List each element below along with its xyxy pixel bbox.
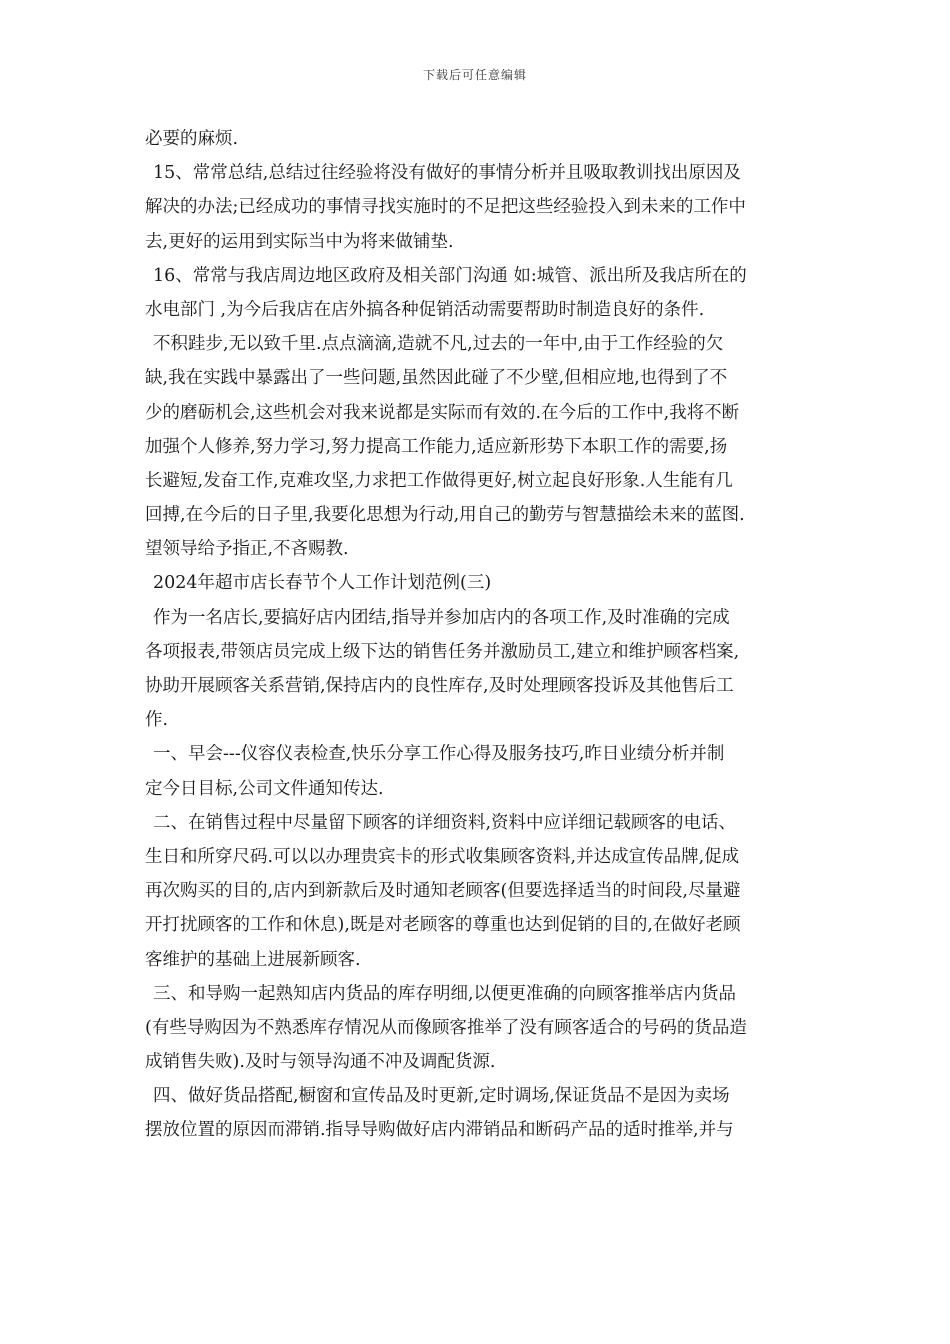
text-line: 15、常常总结,总结过往经验将没有做好的事情分析并且吸取教训找出原因及 bbox=[153, 163, 741, 184]
text-line: 必要的麻烦. bbox=[145, 129, 239, 149]
text-line: 生日和所穿尺码.可以以办理贵宾卡的形式收集顾客资料,并达成宣传品牌,促成 bbox=[145, 846, 740, 867]
text-line: (有些导购因为不熟悉库存情况从而像顾客推举了没有顾客适合的号码的货品造 bbox=[145, 1017, 747, 1038]
text-line: 望领导给予指正,不吝赐教. bbox=[145, 539, 349, 560]
text-line: 四、做好货品搭配,橱窗和宣传品及时更新,定时调场,保证货品不是因为卖场 bbox=[153, 1086, 730, 1107]
text-line: 客维护的基础上进展新顾客. bbox=[145, 949, 361, 970]
section-title: 2024年超市店长春节个人工作计划范例(三) bbox=[153, 573, 492, 594]
text-line: 协助开展顾客关系营销,保持店内的良性库存,及时处理顾客投诉及其他售后工 bbox=[145, 676, 734, 696]
text-line: 再次购买的目的,店内到新款后及时通知老顾客(但要选择适当的时间段,尽量避 bbox=[145, 881, 741, 902]
text-line: 定今日目标,公司文件通知传达. bbox=[145, 778, 384, 799]
text-line: 16、常常与我店周边地区政府及相关部门沟通 如:城管、派出所及我店所在的 bbox=[153, 265, 747, 286]
text-line: 成销售失败).及时与领导沟通不冲及调配货源. bbox=[145, 1052, 496, 1073]
page-header: 下载后可任意编辑 bbox=[422, 68, 527, 82]
text-line: 少的磨砺机会,这些机会对我来说都是实际而有效的.在今后的工作中,我将不断 bbox=[145, 402, 740, 423]
text-line: 摆放位置的原因而滞销.指导导购做好店内滞销品和断码产品的适时推举,并与 bbox=[145, 1120, 734, 1141]
text-line: 水电部门 ,为今后我店在店外搞各种促销活动需要帮助时制造良好的条件. bbox=[145, 299, 705, 320]
text-line: 二、在销售过程中尽量留下顾客的详细资料,资料中应详细记载顾客的电话、 bbox=[153, 812, 737, 833]
text-line: 各项报表,带领店员完成上级下达的销售任务并激励员工,建立和维护顾客档案, bbox=[145, 641, 740, 662]
text-line: 一、早会---仪容仪表检查,快乐分享工作心得及服务技巧,昨日业绩分析并制 bbox=[153, 744, 725, 765]
text-line: 加强个人修养,努力学习,努力提高工作能力,适应新形势下本职工作的需要,扬 bbox=[145, 436, 728, 457]
text-line: 长避短,发奋工作,克难攻坚,力求把工作做得更好,树立起良好形象.人生能有几 bbox=[145, 470, 733, 491]
text-line: 作. bbox=[145, 710, 169, 731]
document-body bbox=[145, 122, 815, 1148]
text-line: 作为一名店长,要搞好店内团结,指导并参加店内的各项工作,及时准确的完成 bbox=[153, 607, 730, 628]
text-line: 三、和导购一起熟知店内货品的库存明细,以便更准确的向顾客推举店内货品 bbox=[153, 983, 737, 1004]
text-line: 不积跬步,无以致千里.点点滴滴,造就不凡,过去的一年中,由于工作经验的欠 bbox=[153, 334, 724, 355]
text-line: 缺,我在实践中暴露出了一些问题,虽然因此碰了不少壁,但相应地,也得到了不 bbox=[145, 368, 728, 389]
text-line: 去,更好的运用到实际当中为将来做铺垫. bbox=[145, 231, 454, 252]
text-line: 回搏,在今后的日子里,我要化思想为行动,用自己的勤劳与智慧描绘未来的蓝图. bbox=[145, 505, 745, 526]
text-line: 解决的办法;已经成功的事情寻找实施时的不足把这些经验投入到未来的工作中 bbox=[145, 197, 746, 218]
text-line: 开打扰顾客的工作和休息),既是对老顾客的尊重也达到促销的目的,在做好老顾 bbox=[145, 915, 741, 936]
